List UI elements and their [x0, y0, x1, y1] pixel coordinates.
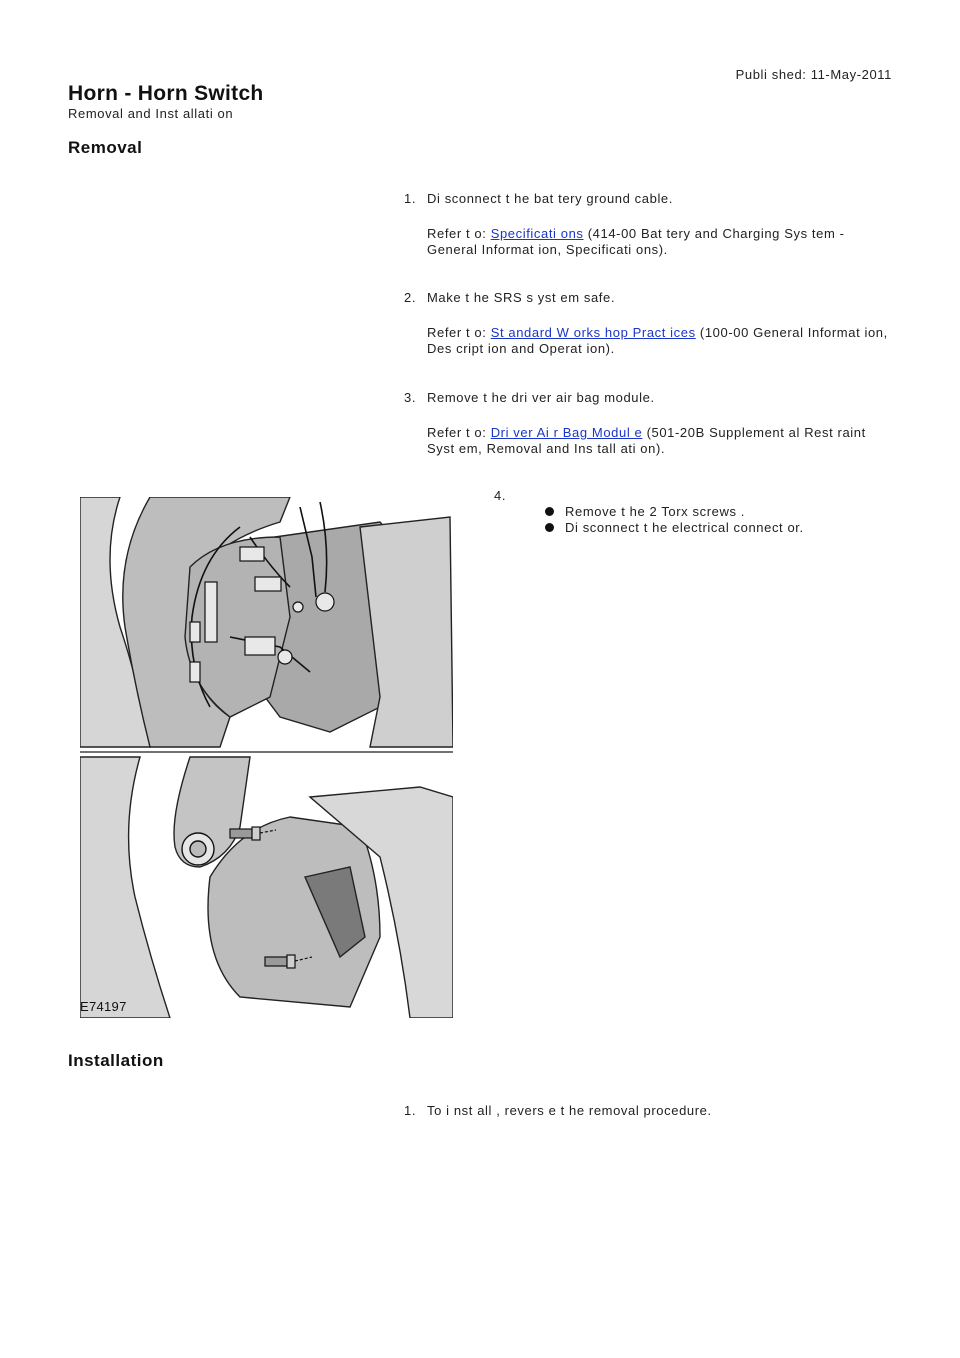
reference-suffix: (501-20B Supplement al Rest raint Syst em, Removal and Ins tall ati on).: [427, 425, 866, 456]
driver-air-bag-module-link[interactable]: Dri ver Ai r Bag Modul e: [490, 425, 643, 440]
specifications-link[interactable]: Specificati ons: [490, 226, 584, 241]
step-text: Make t he SRS s yst em safe.: [427, 290, 616, 305]
reference-prefix: Refer t o:: [427, 226, 491, 241]
bullet-item: Remove t he 2 Torx screws .: [545, 504, 804, 520]
step-text: Di sconnect t he bat tery ground cable.: [427, 191, 673, 206]
standard-workshop-practices-link[interactable]: St andard W orks hop Pract ices: [490, 325, 696, 340]
step-number: 2.: [404, 290, 417, 305]
step-number: 1.: [404, 1103, 417, 1118]
step-reference: [427, 226, 897, 258]
reference-prefix: Refer t o:: [427, 425, 491, 440]
step-reference: [427, 425, 897, 457]
figure-label: E74197: [80, 999, 127, 1014]
step-number: 4.: [494, 488, 507, 503]
installation-heading: Installation: [68, 1051, 164, 1070]
reference-suffix: (100-00 General Informat ion, Des cript ion and Operat ion).: [427, 325, 888, 356]
steering-wheel-illustration: [80, 497, 453, 1018]
step-reference: [427, 325, 897, 357]
page-title: Horn - Horn Switch: [68, 82, 264, 105]
reference-prefix: Refer t o:: [427, 325, 491, 340]
published-date: Publi shed: 11-May-2011: [735, 67, 892, 82]
step-number: 3.: [404, 390, 417, 405]
step-text: To i nst all , revers e t he removal procedure.: [427, 1103, 712, 1118]
page-subtitle: Removal and Inst allati on: [68, 106, 234, 121]
step-text: Remove t he dri ver air bag module.: [427, 390, 655, 405]
removal-heading: Removal: [68, 138, 143, 157]
step-bullets: [545, 504, 804, 536]
step-number: 1.: [404, 191, 417, 206]
bullet-item: Di sconnect t he electrical connect or.: [545, 520, 804, 536]
reference-suffix: (414-00 Bat tery and Charging Sys tem - General Informat ion, Specificati ons).: [427, 226, 845, 257]
